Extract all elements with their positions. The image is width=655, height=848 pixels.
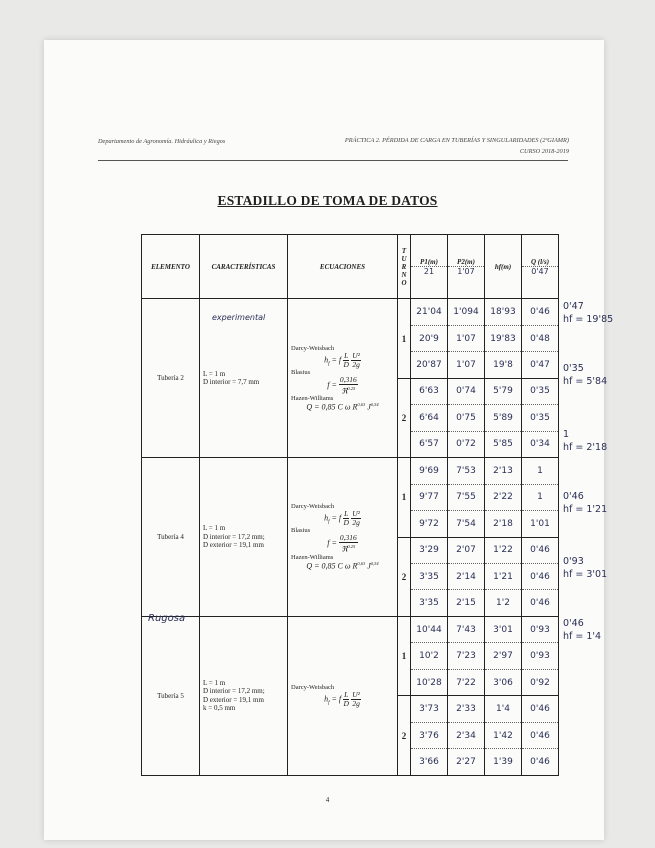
- side-note-line: hf = 19'85: [563, 314, 614, 325]
- side-note: [563, 362, 607, 388]
- elemento-cell: Tubería 2: [142, 299, 200, 458]
- p2-label: P2(m): [457, 257, 475, 266]
- header-rule: [98, 160, 568, 161]
- table-row: [142, 299, 559, 325]
- p2-value: 0'75: [448, 405, 485, 431]
- turno-letter: N: [401, 270, 407, 279]
- q-handwritten: 0'47: [522, 266, 558, 276]
- q-value: 0'48: [522, 325, 559, 351]
- hf-value: 5'89: [485, 405, 522, 431]
- ecuaciones-cell: [288, 616, 398, 775]
- q-value: 1: [522, 458, 559, 484]
- p1-value: 9'69: [411, 458, 448, 484]
- p1-value: 6'64: [411, 405, 448, 431]
- hazen-label: Hazen-Williams: [291, 395, 334, 403]
- turno-number: 2: [398, 696, 411, 776]
- turno-number: 2: [398, 378, 411, 457]
- p1-handwritten: 21: [411, 266, 447, 276]
- practice-header: [345, 135, 569, 157]
- col-header-hf: hf(m): [485, 235, 522, 299]
- q-value: 0'46: [522, 696, 559, 722]
- practice-title: PRÁCTICA 2. PÉRDIDA DE CARGA EN TUBERÍAS Y SINGULARIDADES (2ºGIAMR): [344, 137, 569, 144]
- side-note-line: 0'47: [563, 301, 584, 312]
- q-value: 0'47: [522, 352, 559, 378]
- q-label: Q (l/s): [530, 257, 550, 266]
- col-header-p1: [411, 235, 448, 299]
- q-value: 1: [522, 484, 559, 510]
- darcy-label: Darcy-Weisbach: [291, 344, 335, 352]
- course-label: CURSO 2018-2019: [519, 148, 569, 155]
- table-header-row: [142, 235, 559, 299]
- p2-value: 7'55: [448, 484, 485, 510]
- col-header-elemento: ELEMENTO: [142, 235, 200, 299]
- side-note-line: hf = 2'18: [563, 442, 608, 453]
- darcy-label: Darcy-Weisbach: [291, 683, 335, 691]
- side-note: [563, 300, 613, 326]
- side-note-line: 0'93: [563, 556, 584, 567]
- hf-value: 3'06: [485, 669, 522, 695]
- p1-value: 3'29: [411, 537, 448, 563]
- q-value: 1'01: [522, 511, 559, 537]
- side-note-line: hf = 1'21: [563, 504, 608, 515]
- side-note-line: 0'35: [563, 363, 584, 374]
- hf-value: 2'13: [485, 458, 522, 484]
- q-value: 0'35: [522, 378, 559, 404]
- p1-value: 10'28: [411, 669, 448, 695]
- darcy-equation: $h_f = f$ $\frac{L}{D}$ $\frac{\text{U²}}{2g}$: [324, 509, 360, 528]
- col-header-p2: [448, 235, 485, 299]
- col-header-q: [522, 235, 559, 299]
- col-header-caracteristicas: CARACTERÍSTICAS: [200, 235, 288, 299]
- department-header: Departamento de Agronomía. Hidráulica y Riegos: [98, 138, 226, 145]
- p2-value: 7'54: [448, 511, 485, 537]
- hf-value: 5'79: [485, 378, 522, 404]
- ecuaciones-cell: [288, 299, 398, 458]
- p1-value: 10'44: [411, 616, 448, 642]
- hf-value: 1'4: [485, 696, 522, 722]
- p2-value: 7'53: [448, 458, 485, 484]
- p2-value: 1'07: [448, 325, 485, 351]
- p1-value: 3'66: [411, 749, 448, 776]
- page-title: ESTADILLO DE TOMA DE DATOS: [217, 193, 438, 208]
- p2-value: 2'33: [448, 696, 485, 722]
- hf-value: 1'22: [485, 537, 522, 563]
- turno-number: 2: [398, 537, 411, 616]
- turno-letter: R: [401, 262, 407, 271]
- hf-value: 2'22: [485, 484, 522, 510]
- page-number: 4: [325, 796, 330, 804]
- p1-value: 3'73: [411, 696, 448, 722]
- p2-handwritten: 1'07: [448, 266, 484, 276]
- p2-value: 2'15: [448, 590, 485, 616]
- q-value: 0'93: [522, 616, 559, 642]
- p2-value: 2'27: [448, 749, 485, 776]
- side-note: [563, 617, 601, 643]
- p2-value: 1'07: [448, 352, 485, 378]
- hf-value: 1'42: [485, 722, 522, 748]
- turno-number: 1: [398, 616, 411, 695]
- side-note-line: 1: [563, 429, 570, 440]
- p1-value: 9'77: [411, 484, 448, 510]
- hf-value: 3'01: [485, 616, 522, 642]
- darcy-label: Darcy-Weisbach: [291, 503, 335, 511]
- side-note-line: hf = 3'01: [563, 569, 608, 580]
- side-note-line: 0'46: [563, 491, 584, 502]
- hf-value: 2'18: [485, 511, 522, 537]
- hf-value: 19'8: [485, 352, 522, 378]
- side-note: [563, 428, 607, 454]
- ecuaciones-cell: [288, 458, 398, 617]
- p1-value: 3'76: [411, 722, 448, 748]
- side-note-line: 0'46: [563, 618, 584, 629]
- p2-value: 7'22: [448, 669, 485, 695]
- p1-value: 20'9: [411, 325, 448, 351]
- p2-value: 2'07: [448, 537, 485, 563]
- p1-value: 9'72: [411, 511, 448, 537]
- p1-value: 20'87: [411, 352, 448, 378]
- elemento-cell: Tubería 5: [142, 616, 200, 775]
- col-header-ecuaciones: ECUACIONES: [288, 235, 398, 299]
- p1-value: 6'63: [411, 378, 448, 404]
- caracteristicas-cell: L = 1 m D interior = 17,2 mm; D exterior = 19,1 mm k = 0,5 mm: [200, 616, 288, 775]
- hf-value: 1'2: [485, 590, 522, 616]
- p2-value: 2'34: [448, 722, 485, 748]
- q-value: 0'92: [522, 669, 559, 695]
- turno-number: 1: [398, 458, 411, 537]
- table-body: [142, 299, 559, 776]
- hf-value: 5'85: [485, 431, 522, 457]
- side-note: [563, 555, 607, 581]
- blasius-equation: f = $\frac{0,316}{ℜ^{0.25}}$: [327, 533, 357, 554]
- q-value: 0'46: [522, 749, 559, 776]
- q-value: 0'93: [522, 643, 559, 669]
- p1-value: 6'57: [411, 431, 448, 457]
- side-note: [563, 490, 607, 516]
- experimental-annotation: experimental: [212, 313, 266, 322]
- blasius-label: Blasius: [291, 368, 311, 376]
- blasius-equation: f = $\frac{0,316}{ℜ^{0.25}}$: [327, 374, 357, 396]
- p2-value: 1'094: [448, 299, 485, 325]
- rugosa-annotation: Rugosa: [148, 613, 186, 624]
- caracteristicas-cell: L = 1 m D interior = 17,2 mm; D exterior = 19,1 mm: [200, 458, 288, 617]
- table-row: [142, 616, 559, 642]
- col-header-turno: [398, 235, 411, 299]
- p1-value: 21'04: [411, 299, 448, 325]
- p1-value: 3'35: [411, 590, 448, 616]
- p1-label: P1(m): [420, 257, 438, 266]
- p2-value: 2'14: [448, 563, 485, 589]
- p2-value: 7'43: [448, 616, 485, 642]
- q-value: 0'46: [522, 537, 559, 563]
- p2-value: 0'72: [448, 431, 485, 457]
- hazen-equation: Q = 0,85 C ω R$^{0,63}$ J$^{0,54}$: [306, 560, 379, 571]
- blasius-label: Blasius: [291, 527, 311, 535]
- darcy-equation: $h_f = f$ $\frac{L}{D}$ $\frac{\text{U²}}{2g}$: [324, 689, 360, 708]
- p1-value: 10'2: [411, 643, 448, 669]
- p2-value: 7'23: [448, 643, 485, 669]
- p1-value: 3'35: [411, 563, 448, 589]
- p2-value: 0'74: [448, 378, 485, 404]
- hf-value: 19'83: [485, 325, 522, 351]
- hf-value: 1'39: [485, 749, 522, 776]
- hf-value: 1'21: [485, 563, 522, 589]
- hazen-equation: Q = 0,85 C ω R$^{0,63}$ J$^{0,54}$: [306, 402, 379, 412]
- turno-letter: T: [401, 246, 407, 255]
- data-sheet-table: [141, 234, 559, 776]
- q-value: 0'46: [522, 299, 559, 325]
- turno-letter: O: [401, 278, 407, 287]
- q-value: 0'46: [522, 722, 559, 748]
- q-value: 0'46: [522, 563, 559, 589]
- turno-number: 1: [398, 299, 411, 378]
- side-note-line: hf = 1'4: [563, 631, 602, 642]
- side-note-line: hf = 5'84: [563, 376, 608, 387]
- table-row: [142, 458, 559, 484]
- caracteristicas-cell: L = 1 m D interior = 7,7 mm: [200, 299, 288, 458]
- q-value: 0'34: [522, 431, 559, 457]
- q-value: 0'46: [522, 590, 559, 616]
- hf-value: 18'93: [485, 299, 522, 325]
- turno-letter: U: [401, 254, 407, 263]
- elemento-cell: Tubería 4: [142, 458, 200, 617]
- hf-value: 2'97: [485, 643, 522, 669]
- hazen-label: Hazen-Williams: [291, 553, 334, 561]
- q-value: 0'35: [522, 405, 559, 431]
- darcy-equation: $h_f = f$ $\frac{L}{D}$ $\frac{\text{U²}}{2g}$: [324, 350, 360, 369]
